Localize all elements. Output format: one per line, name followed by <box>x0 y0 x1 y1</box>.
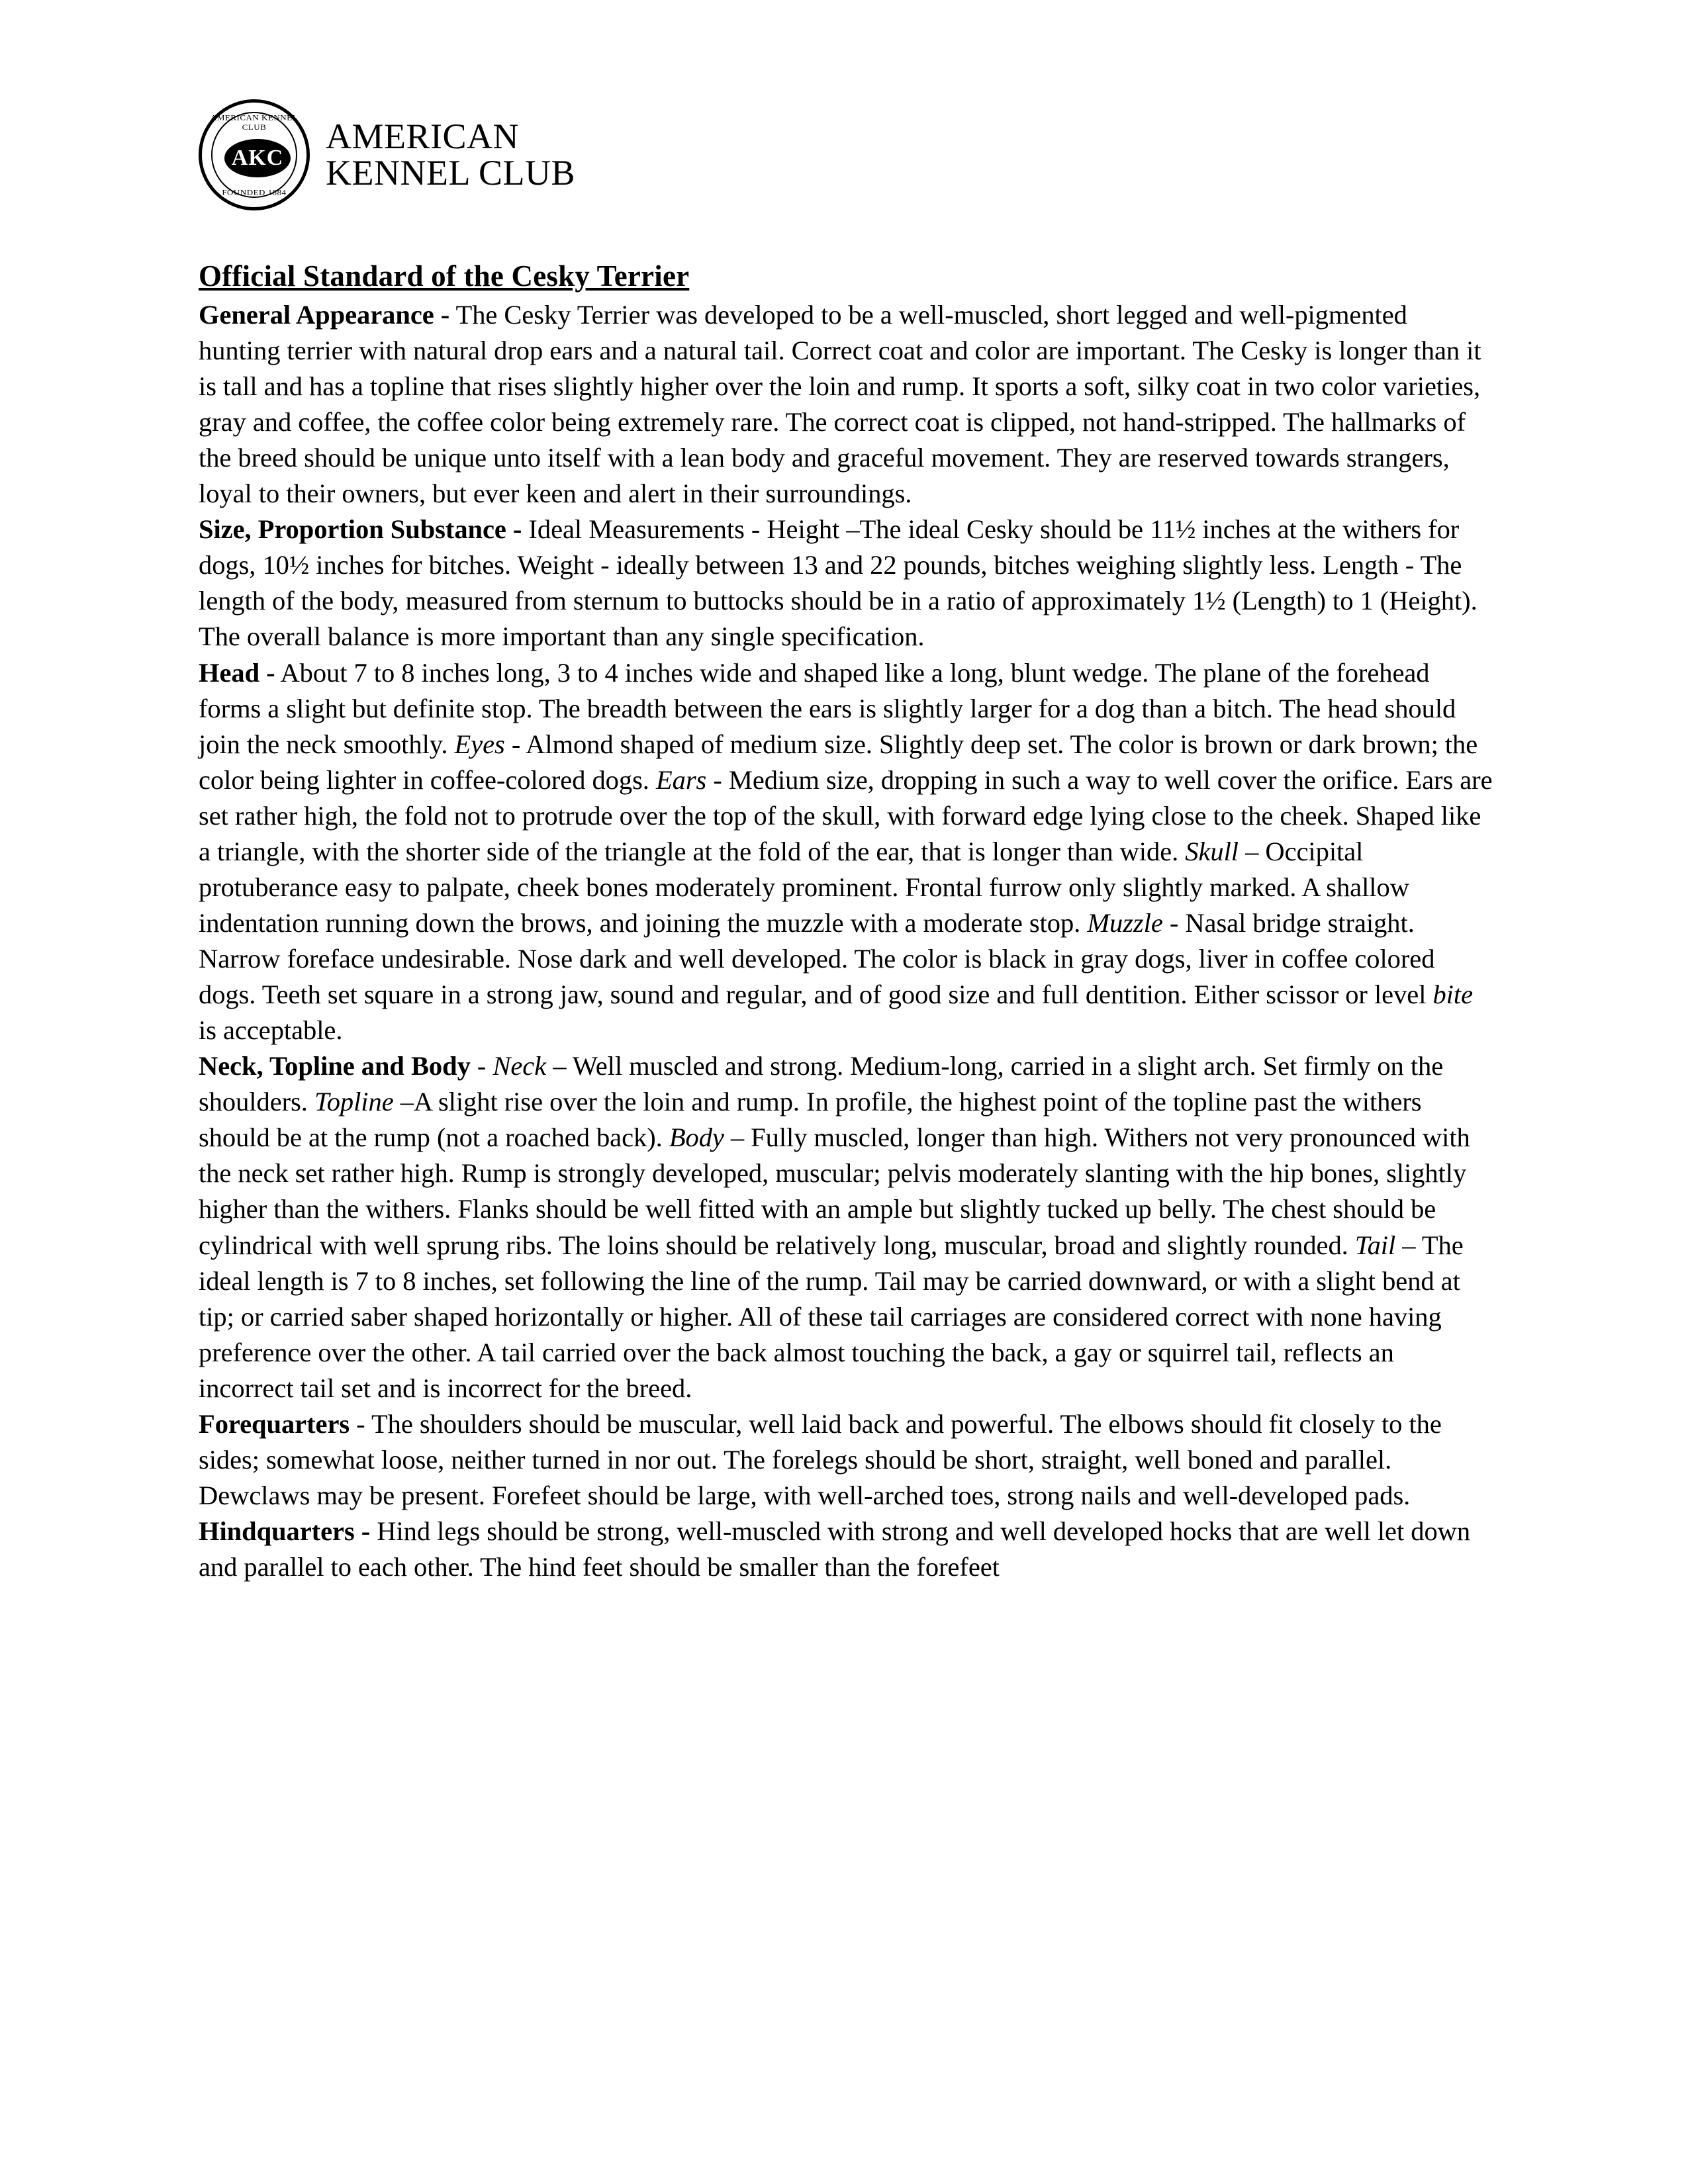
term-tail: Tail <box>1354 1230 1396 1260</box>
section-heading: Forequarters <box>199 1408 350 1439</box>
section-hindquarters <box>199 1514 1493 1585</box>
section-forequarters <box>199 1406 1493 1514</box>
section-heading: Size, Proportion Substance - <box>199 514 522 545</box>
wordmark-line-1: AMERICAN <box>326 116 520 156</box>
section-text: - The shoulders should be muscular, well laid back and powerful. The elbows should fit closely to the sides; somewhat loose, neither turned in nor out. The forelegs should be short, straight, well boned and parallel. Dewclaws may be present. Forefeet should be large, with well-arched toes, strong nails and well-developed pads. <box>199 1408 1442 1510</box>
section-heading: Hindquarters - <box>199 1516 371 1547</box>
document-body <box>199 258 1493 1585</box>
section-size-proportion-substance <box>199 512 1493 655</box>
section-text: – Fully muscled, longer than high. Withers not very pronounced with the neck set rather high. Rump is strongly developed, muscular; pelvis moderately slanting with the hip bones, slightly higher than the withers. Flanks should be well fitted with an ample but slightly tucked up belly. The chest should be cylindrical with well sprung ribs. The loins should be relatively long, muscular, broad and slightly rounded. <box>199 1122 1470 1260</box>
section-text: – Well muscled and strong. Medium-long, carried in a slight arch. Set firmly on the shoulders. <box>199 1051 1444 1117</box>
section-text: The Cesky Terrier was developed to be a well-muscled, short legged and well-pigmented hunting terrier with natural drop ears and a natural tail. Correct coat and color are important. The Cesky is longer than it is tall and has a topline that rises slightly higher over the loin and rump. It sports a soft, silky coat in two color varieties, gray and coffee, the coffee color being extremely rare. The correct coat is clipped, not hand-stripped. The hallmarks of the breed should be unique unto itself with a lean body and graceful movement. They are reserved towards strangers, loyal to their owners, but ever keen and alert in their surroundings. <box>199 299 1481 509</box>
seal-arc-bottom-text: FOUNDED 1884 <box>222 187 287 197</box>
akc-seal-icon <box>199 99 310 210</box>
section-heading: Neck, Topline and Body <box>199 1051 471 1081</box>
wordmark-line-2: KENNEL CLUB <box>326 153 575 193</box>
section-general-appearance <box>199 297 1493 512</box>
section-text: - <box>470 1051 493 1081</box>
akc-logo <box>199 99 575 210</box>
term-skull: Skull <box>1185 836 1239 866</box>
section-text: – Occipital protuberance easy to palpate, cheek bones moderately prominent. Frontal furrow only slightly marked. A shallow indentation running down the brows, and joining the muzzle with a moderate stop. <box>199 836 1409 938</box>
seal-center-text: AKC <box>224 139 291 177</box>
term-bite: bite <box>1432 979 1474 1010</box>
section-text: Hind legs should be strong, well-muscled with strong and well developed hocks that are well let down and parallel to each other. The hind feet should be smaller than the forefeet <box>199 1516 1471 1582</box>
section-heading: General Appearance - <box>199 299 450 330</box>
section-text: - Almond shaped of medium size. Slightly deep set. The color is brown or dark brown; the color being lighter in coffee-colored dogs. <box>199 729 1478 795</box>
section-heading: Head - <box>199 657 275 688</box>
term-topline: Topline <box>314 1087 394 1117</box>
section-text: Ideal Measurements - Height –The ideal Cesky should be 11½ inches at the withers for dogs, 10½ inches for bitches. Weight - ideally between 13 and 22 pounds, bitches weighing slightly less. Length - The length of the body, measured from sternum to buttocks should be in a ratio of approximately 1½ (Length) to 1 (Height). The overall balance is more important than any single specification. <box>199 514 1477 652</box>
term-neck: Neck <box>492 1051 547 1081</box>
term-eyes: Eyes <box>454 729 505 759</box>
term-muzzle: Muzzle <box>1087 907 1163 938</box>
page-title: Official Standard of the Cesky Terrier <box>199 259 690 293</box>
section-text: is acceptable. <box>199 1015 343 1046</box>
seal-arc-top-text: AMERICAN KENNEL CLUB <box>210 113 299 132</box>
term-body: Body <box>669 1122 724 1153</box>
section-text: - Nasal bridge straight. Narrow foreface undesirable. Nose dark and well developed. The color is black in gray dogs, liver in coffee colored dogs. Teeth set square in a strong jaw, sound and regular, and of good size and full dentition. Either scissor or level <box>199 907 1435 1010</box>
section-head <box>199 655 1493 1049</box>
section-neck-topline-body <box>199 1048 1493 1406</box>
section-text: - Medium size, dropping in such a way to well cover the orifice. Ears are set rather high, the fold not to protrude over the top of the skull, with forward edge lying close to the cheek. Shaped like a triangle, with the shorter side of the triangle at the fold of the ear, that is longer than wide. <box>199 764 1493 866</box>
section-text: –A slight rise over the loin and rump. In profile, the highest point of the topline past the withers should be at the rump (not a roached back). <box>199 1087 1422 1153</box>
section-text: About 7 to 8 inches long, 3 to 4 inches wide and shaped like a long, blunt wedge. The plane of the forehead forms a slight but definite stop. The breadth between the ears is slightly larger for a dog than a bitch. The head should join the neck smoothly. <box>199 657 1456 759</box>
term-ears: Ears <box>655 764 707 795</box>
akc-wordmark <box>326 118 575 191</box>
section-text: – The ideal length is 7 to 8 inches, set following the line of the rump. Tail may be carried downward, or with a slight bend at tip; or carried saber shaped horizontally or higher. All of these tail carriages are considered correct with none having preference over the other. A tail carried over the back almost touching the back, a gay or squirrel tail, reflects an incorrect tail set and is incorrect for the breed. <box>199 1230 1464 1403</box>
